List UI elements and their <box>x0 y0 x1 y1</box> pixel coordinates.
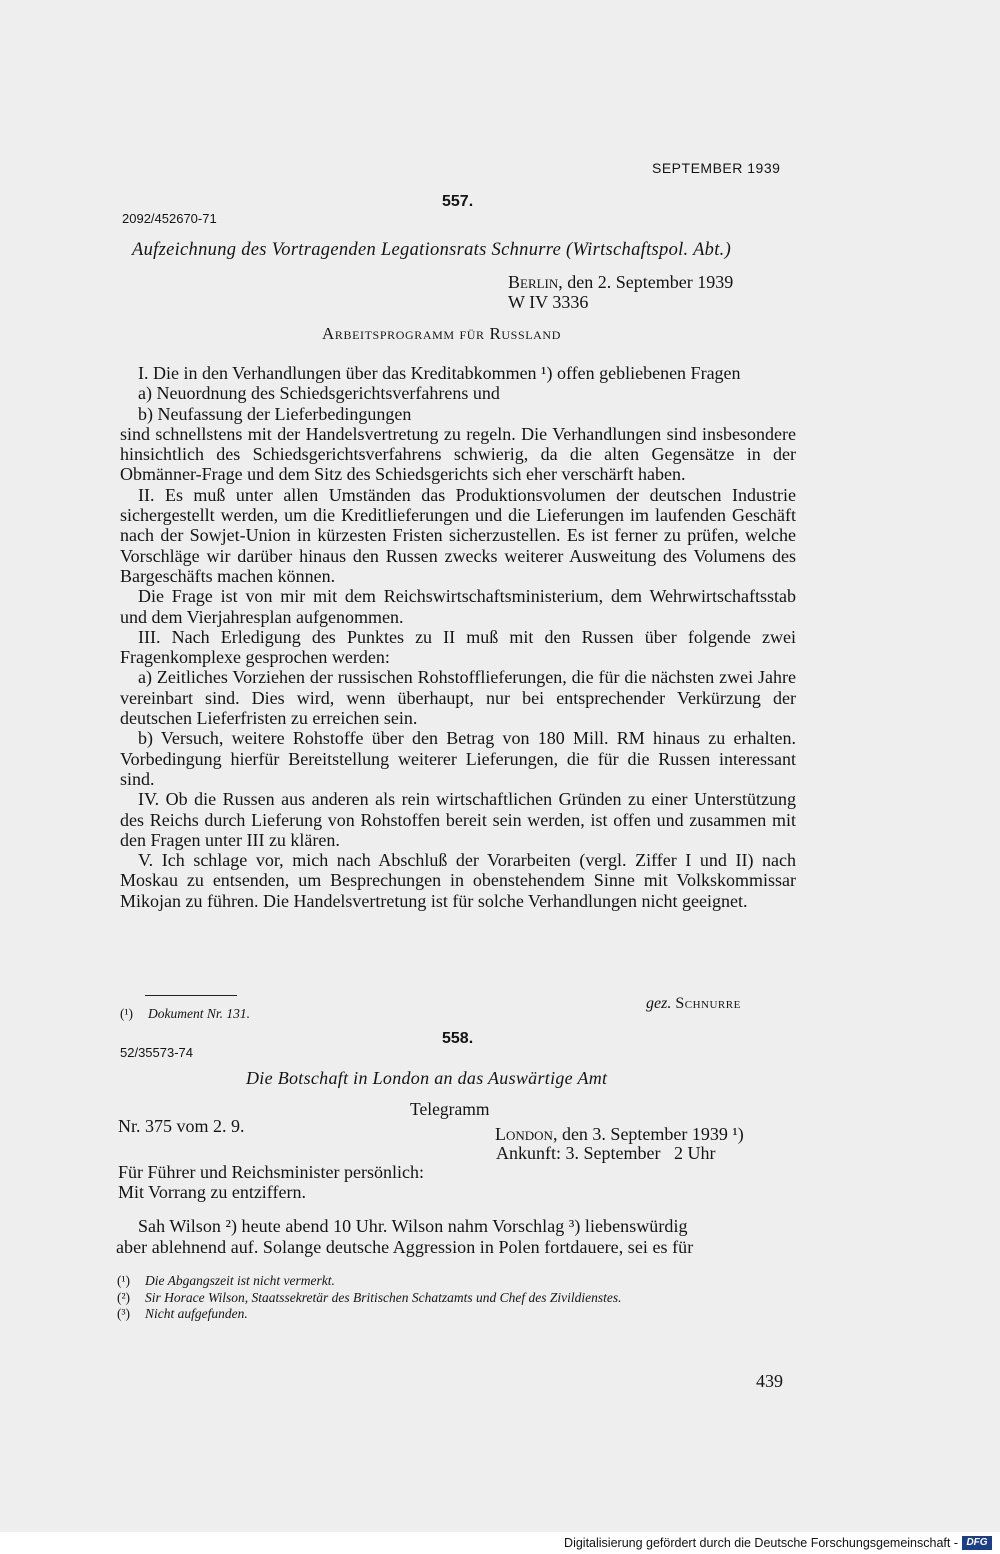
paragraph: V. Ich schlage vor, mich nach Abschluß der Vorarbeiten (vergl. Ziffer I und II) nach Moskau zu entsenden, um Besprechungen in obenstehendem Sinne mit Volkskommissar Mikojan zu führen. Die Handelsvertretung ist für solche Verhandlungen nicht geeignet. <box>120 850 796 911</box>
doc-557-signature <box>646 995 741 1013</box>
dfg-logo[interactable]: DFG <box>962 1536 992 1550</box>
paragraph: I. Die in den Verhandlungen über das Kreditabkommen ¹) offen gebliebenen Fragen <box>138 363 741 383</box>
doc-557-place: Berlin <box>508 272 559 292</box>
paragraph: sind schnellstens mit der Handelsvertretung zu regeln. Die Verhandlungen sind insbesondere hinsichtlich des Schiedsgerichtsverfahrens schwierig, da die alten Gegensätze in der Obmänner-Frage und dem Sitz des Schiedsgerichts sich eher verschärft haben. <box>120 423 796 485</box>
doc-557-film-ref: 2092/452670-71 <box>122 211 217 226</box>
page-number: 439 <box>756 1371 783 1391</box>
doc-557-footnote <box>120 1007 250 1021</box>
signature-name: Schnurre <box>675 995 741 1012</box>
doc-557-file-no: W IV 3336 <box>508 292 589 312</box>
paragraph: II. Es muß unter allen Umständen das Produktionsvolumen der deutschen Industrie sichergestellt werden, um die Kreditlieferungen und die Lieferungen im laufenden Geschäft nach der Sowjet-Union in kürzesten Fristen sicherzustellen. Es ist ferner zu prüfen, welche Vorschläge wir darüber hinaus den Russen zwecks weiterer Ausweitung des Volumens des Bargeschäfts machen können. <box>120 484 796 586</box>
doc-558-place: London <box>495 1124 553 1144</box>
doc-558-dateline <box>495 1124 744 1145</box>
signature-prefix: gez. <box>646 995 676 1012</box>
doc-557-heading: Arbeitsprogramm für Russland <box>322 324 561 343</box>
footnote-number: (²) <box>117 1290 131 1305</box>
footnote-text: Die Abgangszeit ist nicht vermerkt. <box>145 1273 335 1288</box>
doc-558-priority: Mit Vorrang zu entziffern. <box>118 1182 306 1202</box>
footnote-number: (¹) <box>120 1006 134 1021</box>
doc-558-title: Die Botschaft in London an das Auswärtige Amt <box>246 1068 608 1088</box>
footnote-rule <box>145 995 237 996</box>
paragraph: b) Neufassung der Lieferbedingungen <box>138 403 412 424</box>
paragraph: IV. Ob die Russen aus anderen als rein wirtschaftlichen Gründen zu einer Unterstützung des Reichs durch Lieferung von Rohstoffen bereit sein werden, ist offen und zusammen mit den Fragen unter III zu klären. <box>120 789 796 850</box>
doc-558-number: 558. <box>442 1030 474 1047</box>
footnote-text: Dokument Nr. 131. <box>148 1006 250 1021</box>
doc-558-date: , den 3. September 1939 ¹) <box>552 1124 744 1144</box>
footnote-number: (³) <box>117 1306 131 1321</box>
doc-557-title: Aufzeichnung des Vortragenden Legationsrats Schnurre (Wirtschaftspol. Abt.) <box>132 240 732 260</box>
paragraph: Die Frage ist von mir mit dem Reichswirtschaftsministerium, dem Wehrwirtschaftsstab und dem Vierjahresplan aufgenommen. <box>120 586 796 627</box>
doc-557-dateline <box>508 272 733 293</box>
doc-558-film-ref: 52/35573-74 <box>120 1045 194 1060</box>
doc-558-footnote <box>117 1307 248 1321</box>
doc-558-footnote <box>117 1274 335 1288</box>
paragraph: III. Nach Erledigung des Punktes zu II muß mit den Russen über folgende zwei Fragenkomplexe gesprochen werden: <box>120 626 796 668</box>
doc-558-body-line: aber ablehnend auf. Solange deutsche Aggression in Polen fortdauere, sei es für <box>116 1237 694 1257</box>
footnote-number: (¹) <box>117 1273 131 1288</box>
footer-credit: Digitalisierung gefördert durch die Deutsche Forschungsgemeinschaft - <box>564 1536 958 1550</box>
doc-558-arrival: Ankunft: 3. September 2 Uhr <box>496 1143 716 1163</box>
paragraph: a) Neuordnung des Schiedsgerichtsverfahrens und <box>138 383 500 404</box>
paragraph: a) Zeitliches Vorziehen der russischen Rohstofflieferungen, die für die nächsten zwei Jahre vereinbart sind. Dies wird, wenn überhaupt, nur bei entsprechender Verkürzung der deutschen Lieferfristen zu erreichen sein. <box>120 667 796 729</box>
footnote-text: Sir Horace Wilson, Staatssekretär des Britischen Schatzamts und Chef des Zivildienstes. <box>145 1290 622 1305</box>
doc-558-addressee: Für Führer und Reichsminister persönlich: <box>118 1162 424 1182</box>
footnote-text: Nicht aufgefunden. <box>145 1306 248 1321</box>
doc-557-number: 557. <box>442 193 474 210</box>
doc-558-footnote <box>117 1291 621 1305</box>
doc-558-type: Telegramm <box>410 1099 490 1119</box>
running-head: SEPTEMBER 1939 <box>652 160 781 176</box>
doc-557-body <box>120 363 796 911</box>
doc-557-date: , den 2. September 1939 <box>558 272 734 292</box>
digitization-footer <box>0 1532 1000 1554</box>
paragraph: b) Versuch, weitere Rohstoffe über den Betrag von 180 Mill. RM hinaus zu erhalten. Vorbedingung hierfür Bereitstellung weiterer Lieferungen, die für die Russen interessant sind. <box>120 728 796 789</box>
doc-558-tel-no: Nr. 375 vom 2. 9. <box>118 1116 245 1136</box>
doc-558-body-line: Sah Wilson ²) heute abend 10 Uhr. Wilson nahm Vorschlag ³) liebenswürdig <box>138 1216 688 1236</box>
